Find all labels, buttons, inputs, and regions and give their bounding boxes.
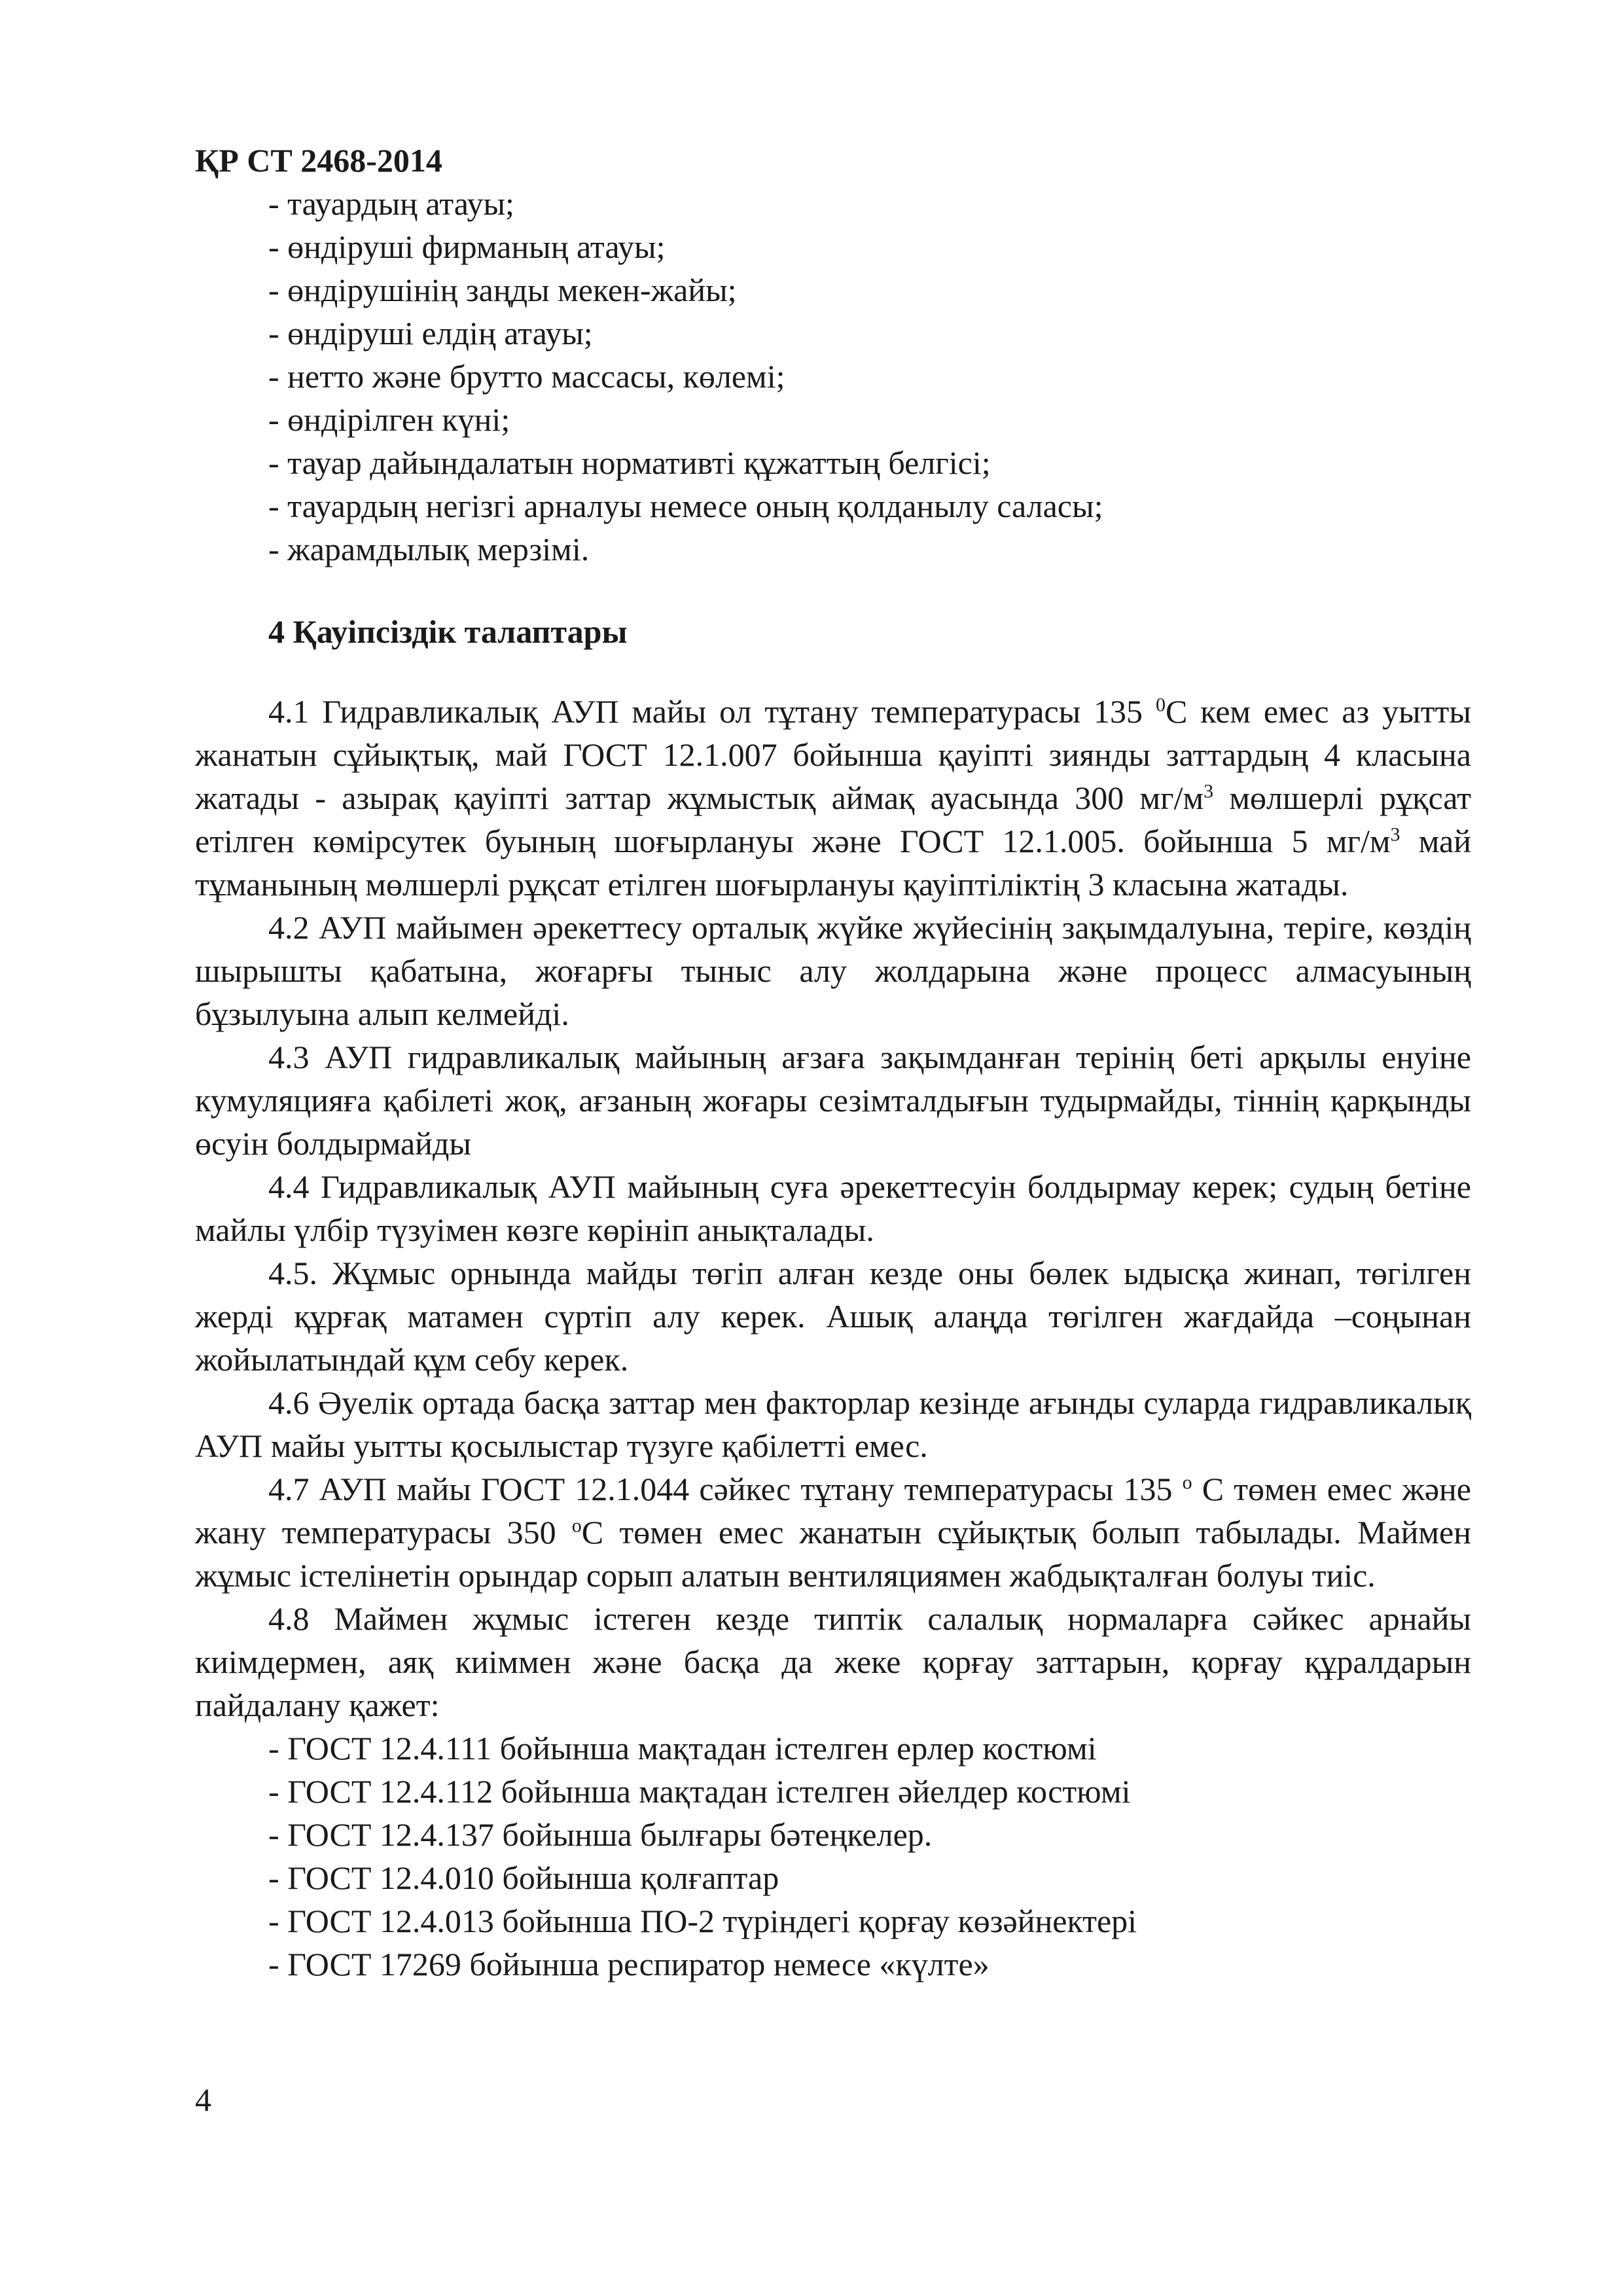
- clause-4-6: 4.6 Әуелік ортада басқа заттар мен факторлар кезінде ағынды суларда гидравликалық АУП майы уытты қосылыстар түзуге қабілетті емес.: [195, 1384, 1471, 1464]
- document-code: ҚР СТ 2468-2014: [195, 142, 442, 179]
- superscript: 3: [1390, 823, 1400, 846]
- clause-4-7: [195, 1467, 1471, 1597]
- clause-4-3: 4.3 АУП гидравликалық майының ағзаға зақымданған терінің беті арқылы енуіне кумуляцияға қабілеті жоқ, ағзаның жоғары сезімталдығын тудырмайды, тіннің қарқынды өсуін болдырмайды: [195, 1039, 1471, 1162]
- list-item: - жарамдылық мерзімі.: [268, 531, 590, 567]
- superscript: о: [1182, 1471, 1192, 1494]
- clause-4-4: 4.4 Гидравликалық АУП майының суға әрекеттесуін болдырмау керек; судың бетіне майлы үлбір түзуімен көзге көрініп анықталады.: [195, 1168, 1471, 1248]
- page-number: 4: [195, 2081, 211, 2118]
- ppe-list: [195, 1727, 1471, 1986]
- list-item: - ГОСТ 12.4.137 бойынша былғары бәтеңкелер.: [268, 1816, 933, 1853]
- clause-text: май тұманының мөлшерлі рұқсат етілген шоғырлануы қауіптіліктің 3 класына жатады.: [195, 823, 1472, 903]
- clause-4-8: 4.8 Маймен жұмыс істеген кезде типтік салалық нормаларға сәйкес арнайы киімдермен, аяқ киіммен және басқа да жеке қорғау заттарын, қорғау құралдарын пайдалану қажет:: [195, 1600, 1471, 1723]
- clause-4-5: 4.5. Жұмыс орнында майды төгіп алған кезде оны бөлек ыдысқа жинап, төгілген жерді құрғақ матамен сүртіп алу керек. Ашық алаңда төгілген жағдайда –соңынан жойылатындай құм себу керек.: [195, 1255, 1471, 1378]
- list-item: - тауардың атауы;: [268, 185, 514, 222]
- list-item: - ГОСТ 12.4.111 бойынша мақтадан істелген ерлер костюмі: [268, 1730, 1097, 1767]
- list-item: - ГОСТ 17269 бойынша респиратор немесе «күлте»: [268, 1946, 990, 1982]
- list-item: - тауардың негізгі арналуы немесе оның қолданылу саласы;: [268, 488, 1103, 524]
- list-item: - өндірушінің заңды мекен-жайы;: [268, 272, 737, 308]
- list-item: - өндіруші елдің атауы;: [268, 315, 593, 351]
- clause-text: С кем емес аз уытты жанатын сұйықтық, май ГОСТ 12.1.007 бойынша қауіпті зиянды заттардың 4 класына жатады - азырақ қауіпті заттар жұмыстық аймақ ауасында 300 мг/м: [195, 693, 1471, 816]
- superscript: 3: [1204, 780, 1214, 802]
- clause-text: 4.1 Гидравликалық АУП майы ол тұтану температурасы 135: [268, 693, 1156, 730]
- clause-text: С төмен емес жанатын сұйықтық болып табылады. Маймен жұмыс істелінетін орындар сорып алатын вентиляциямен жабдықталған болуы тиіс.: [195, 1514, 1471, 1594]
- clause-text: 4.7 АУП майы ГОСТ 12.1.044 сәйкес тұтану температурасы 135: [268, 1471, 1183, 1507]
- document-page: [195, 139, 1471, 1986]
- clause-text: С төмен емес және жану температурасы 350: [195, 1471, 1471, 1551]
- list-item: - өндірілген күні;: [268, 401, 510, 438]
- section-body: [195, 690, 1471, 1986]
- clause-4-1: [195, 690, 1471, 906]
- marking-list: [195, 182, 1471, 571]
- list-item: - тауар дайындалатын нормативті құжаттың белгісі;: [268, 444, 991, 481]
- list-item: - ГОСТ 12.4.010 бойынша қолғаптар: [268, 1859, 779, 1896]
- section-title: 4 Қауіпсіздік талаптары: [268, 613, 628, 650]
- clause-text: мөлшерлі рұқсат етілген көмірсутек буының шоғырлануы және ГОСТ 12.1.005. бойынша 5 мг/м: [195, 780, 1471, 859]
- superscript: 0: [1155, 694, 1166, 716]
- list-item: - нетто және брутто массасы, көлемі;: [268, 358, 785, 395]
- superscript: о: [571, 1515, 582, 1537]
- list-item: - ГОСТ 12.4.112 бойынша мақтадан істелген әйелдер костюмі: [268, 1773, 1131, 1810]
- list-item: - өндіруші фирманың атауы;: [268, 228, 666, 265]
- clause-4-2: 4.2 АУП майымен әрекеттесу орталық жүйке жүйесінің зақымдалуына, теріге, көздің шырышты қабатына, жоғарғы тыныс алу жолдарына және процесс алмасуының бұзылуына алып келмейді.: [195, 909, 1471, 1032]
- list-item: - ГОСТ 12.4.013 бойынша ПО-2 түріндегі қорғау көзәйнектері: [268, 1903, 1137, 1939]
